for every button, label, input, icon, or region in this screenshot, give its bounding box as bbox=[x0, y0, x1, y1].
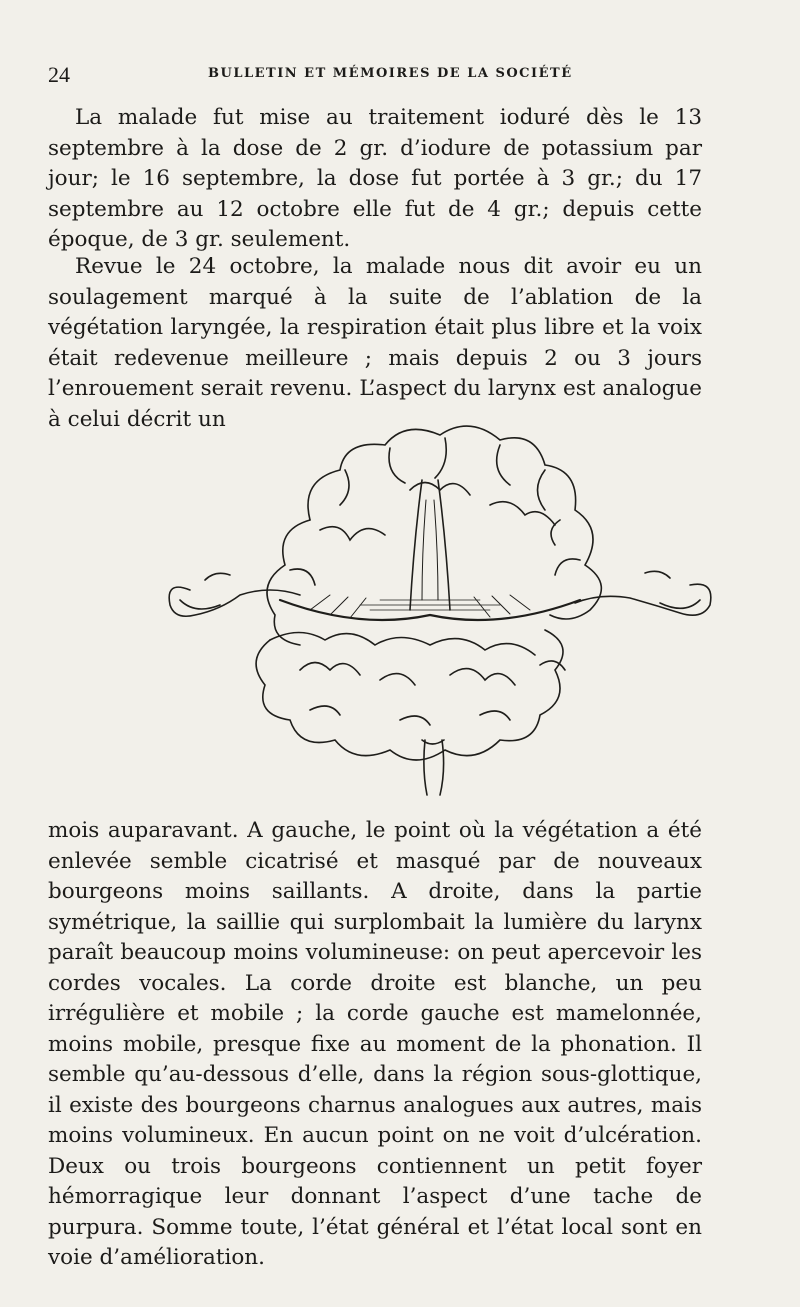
paragraph-revisit: Revue le 24 octobre, la malade nous dit avoir eu un soulagement marqué à la suite de l’ablation de la végétation laryngée, la respiration était plus libre et la voix était redevenue meilleure ; mais depuis 2 ou 3 jours l’enrouement serait revenu. L’aspect du larynx est analogue à celui décrit un bbox=[48, 254, 702, 432]
running-head: BULLETIN ET MÉMOIRES DE LA SOCIÉTÉ bbox=[208, 66, 573, 81]
larynx-illustration bbox=[160, 410, 720, 800]
page-header bbox=[48, 62, 700, 86]
paragraph-block-revisit bbox=[48, 252, 702, 435]
paragraph-findings: mois auparavant. A gauche, le point où la végétation a été enlevée semble cicatrisé et masqué par de nouveaux bourgeons moins saillants. A droite, dans la partie symétrique, la saillie qui surplombait la lumière du larynx paraît beaucoup moins volumineuse: on peut apercevoir les cordes vocales. La corde droite est blanche, un peu irrégulière et mobile ; la corde gauche est mamelonnée, moins mobile, presque fixe au moment de la phonation. Il semble qu’au-dessous d’elle, dans la région sous-glottique, il existe des bourgeons charnus analogues aux autres, mais moins volumineux. En aucun point on ne voit d’ulcération. Deux ou trois bourgeons contiennent un petit foyer hémorragique leur donnant l’aspect d’une tache de purpura. Somme toute, l’état général et l’état local sont en voie d’amélioration. bbox=[48, 818, 702, 1270]
paragraph-block-treatment bbox=[48, 103, 702, 256]
paragraph-block-findings bbox=[48, 816, 702, 1274]
page-number: 24 bbox=[48, 62, 70, 87]
paragraph-treatment: La malade fut mise au traitement ioduré dès le 13 septembre à la dose de 2 gr. d’iodure de potassium par jour; le 16 septembre, la dose fut portée à 3 gr.; du 17 septembre au 12 octobre elle fut de 4 gr.; depuis cette époque, de 3 gr. seulement. bbox=[48, 105, 702, 252]
larynx-engraving bbox=[160, 410, 720, 800]
